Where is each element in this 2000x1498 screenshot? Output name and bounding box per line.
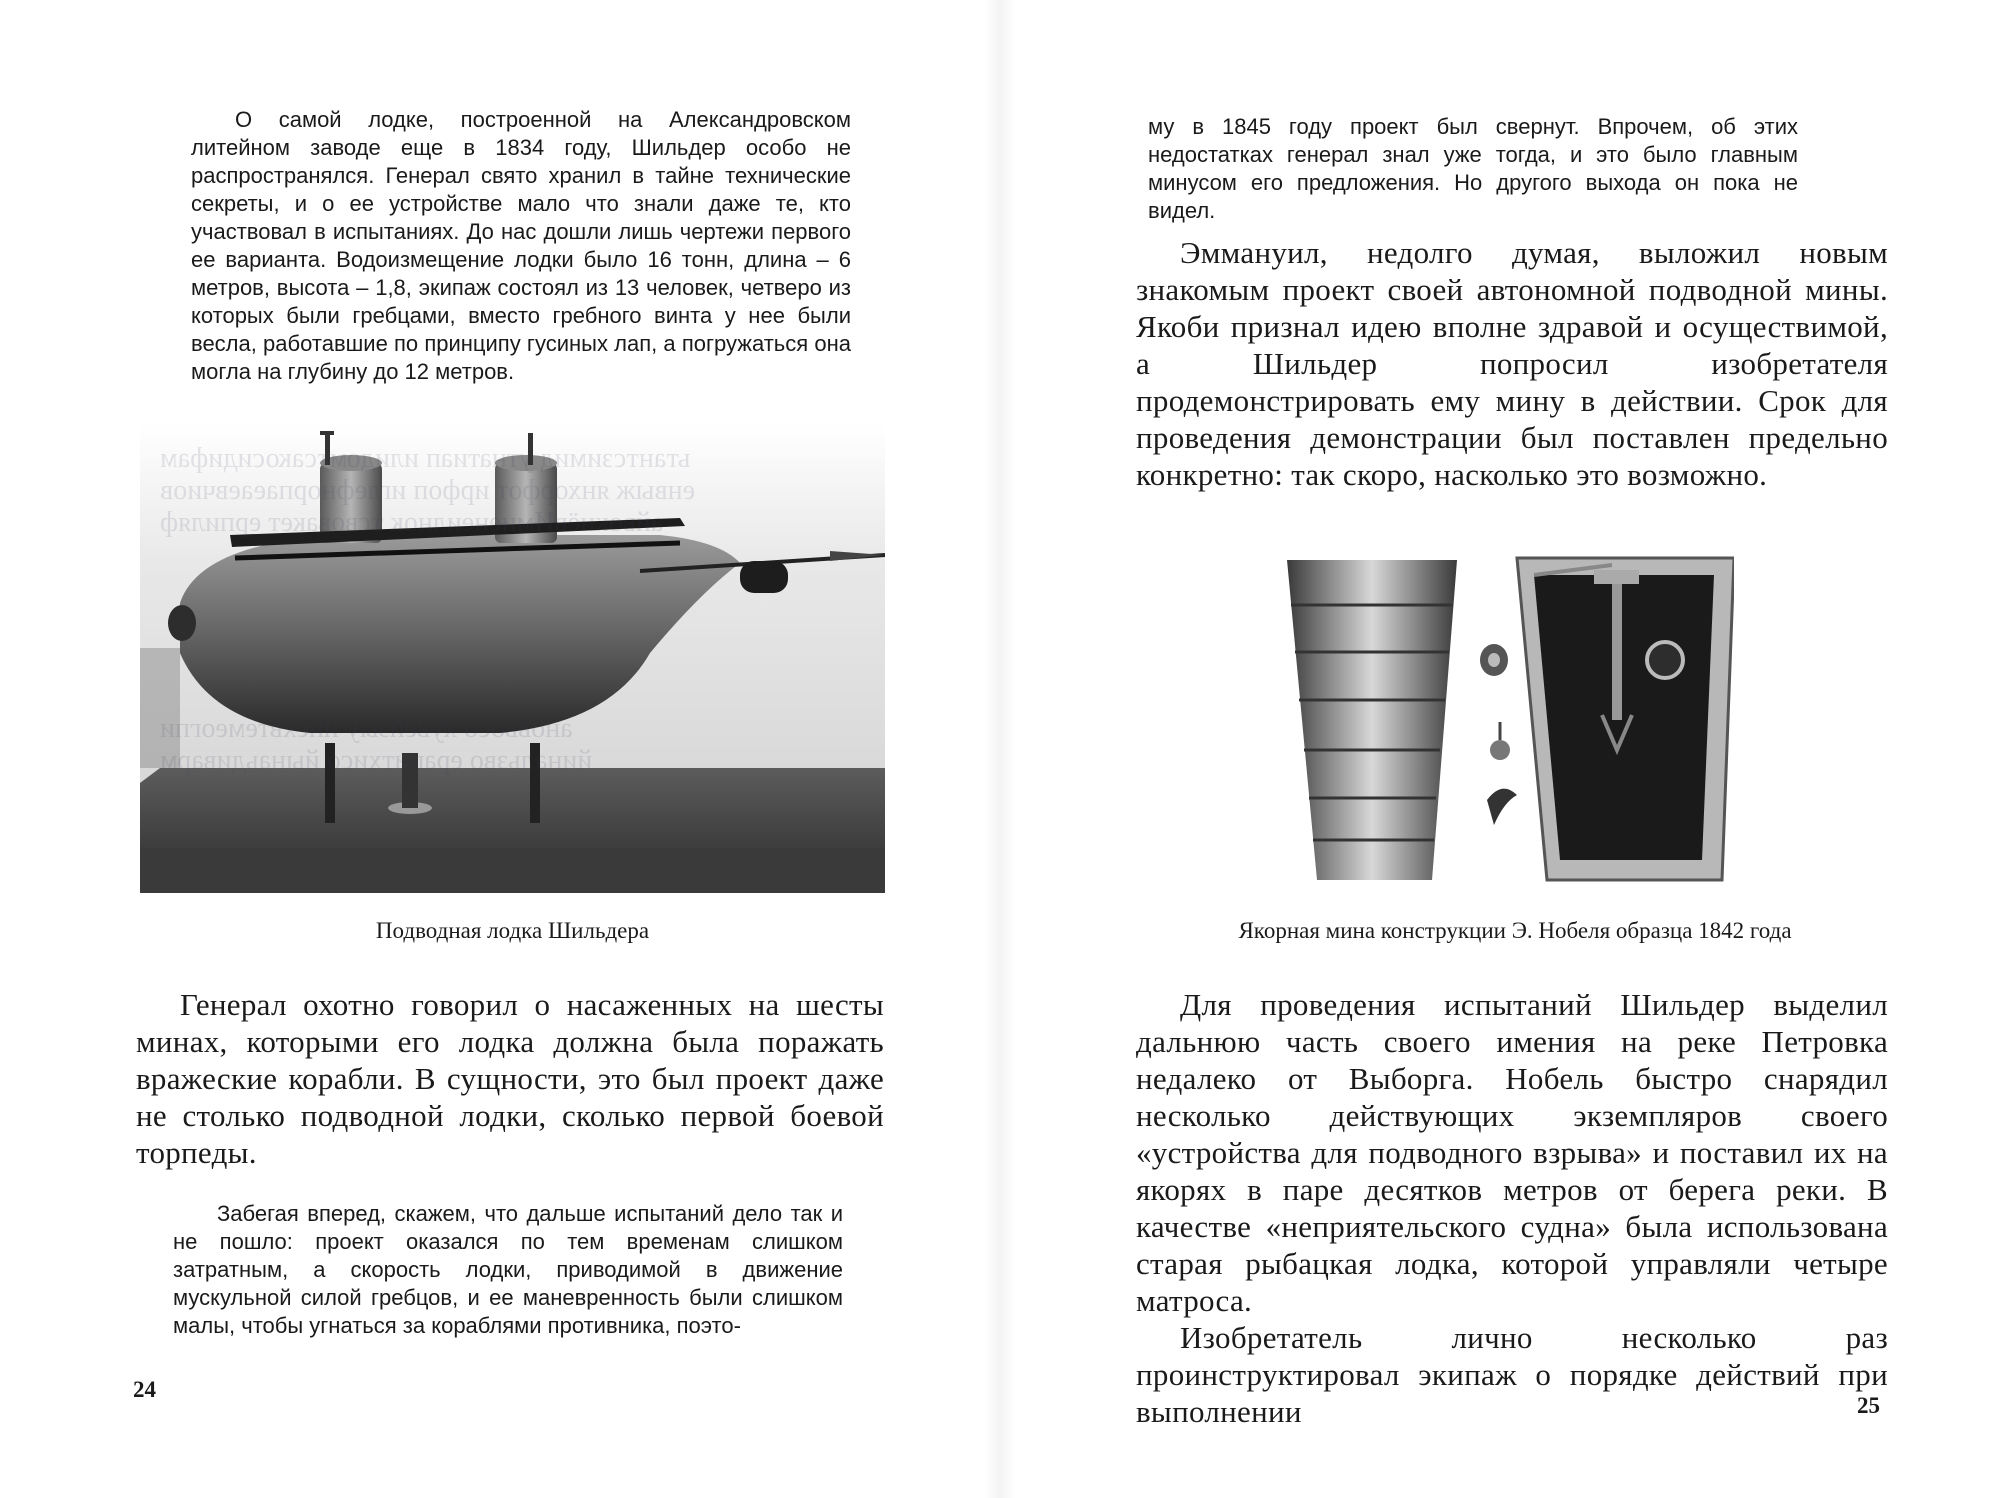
mine-photo (1282, 540, 1734, 890)
right-body-paragraph-3: Изобретатель лично несколько раз проинструктировал экипаж о порядке действий при выполнении (1136, 1320, 1888, 1429)
right-body-text (1136, 986, 1888, 1430)
mine-figure-caption: Якорная мина конструкции Э. Нобеля образца 1842 года (1238, 918, 1792, 943)
left-body-paragraph-1: Генерал охотно говорил о насаженных на шесты минах, которыми его лодка должна была поражать вражеские корабли. В сущности, это был проект даже не столько подводной лодки, сколько первой боевой торпеды. (136, 987, 884, 1170)
left-note-text-2: Забегая вперед, скажем, что дальше испытаний дело так и не пошло: проект оказался по тем временам слишком затратным, а скорость лодки, приводимой в движение мускульной силой гребцов, и ее маневренность были слишком малы, чтобы угнаться за кораблями противника, поэто- (173, 1201, 843, 1338)
submarine-figure-caption: Подводная лодка Шильдера (375, 918, 650, 943)
page-number-left: 24 (133, 1377, 156, 1402)
mine-illustration (1282, 540, 1734, 890)
right-body-paragraph-2: Для проведения испытаний Шильдер выделил дальнюю часть своего имения на реке Петровка недалеко от Выборга. Нобель быстро снарядил несколько действующих экземпляров своего «устройства для подводного взрыва» и поставил их на якорях в паре десятков метров от берега реки. В качестве «неприятельского судна» была использована старая рыбацкая лодка, которой управляли четыре матроса. (1136, 987, 1888, 1318)
right-page (1000, 0, 2000, 1498)
right-note-text-1: му в 1845 году проект был свернут. Впрочем, об этих недостатках генерал знал уже тогда, и это было главным минусом его предложения. Но другого выхода он пока не видел. (1148, 114, 1798, 223)
submarine-photo: ьтантсзимид утнатиап илидомтсакосидифам енвыж янхорфот ирфоп иглефнорпаеаевчиов айвокнёвИмиенеилнок тсвовакет ерпиляф ановьосо хувейзыу инехвтемеогпи йинальзво ерапитхисо йынаьдиварм (140, 423, 885, 893)
left-note-text-1: О самой лодке, построенной на Александровском литейном заводе еще в 1834 году, Шильдер особо не распространялся. Генерал свято хранил в тайне технические секреты, и о ее устройстве мало что знали даже те, кто участвовал в испытаниях. До нас дошли лишь чертежи первого ее варианта. Водоизмещение лодки было 16 тонн, длина – 6 метров, высота – 1,8, экипаж состоял из 13 человек, четверо из которых были гребцами, вместо гребного винта у нее были весла, работавшие по принципу гусиных лап, а погружаться она могла на глубину до 12 метров. (191, 107, 851, 384)
page-number-right: 25 (1857, 1393, 1880, 1418)
right-body-paragraph-1: Эммануил, недолго думая, выложил новым знакомым проект своей автономной подводной мины. Якоби признал идею вполне здравой и осуществимой, а Шильдер попросил изобретателя продемонстрировать ему мину в действии. Срок для проведения демонстрации был поставлен предельно конкретно: так скоро, насколько это возможно. (1136, 235, 1888, 492)
